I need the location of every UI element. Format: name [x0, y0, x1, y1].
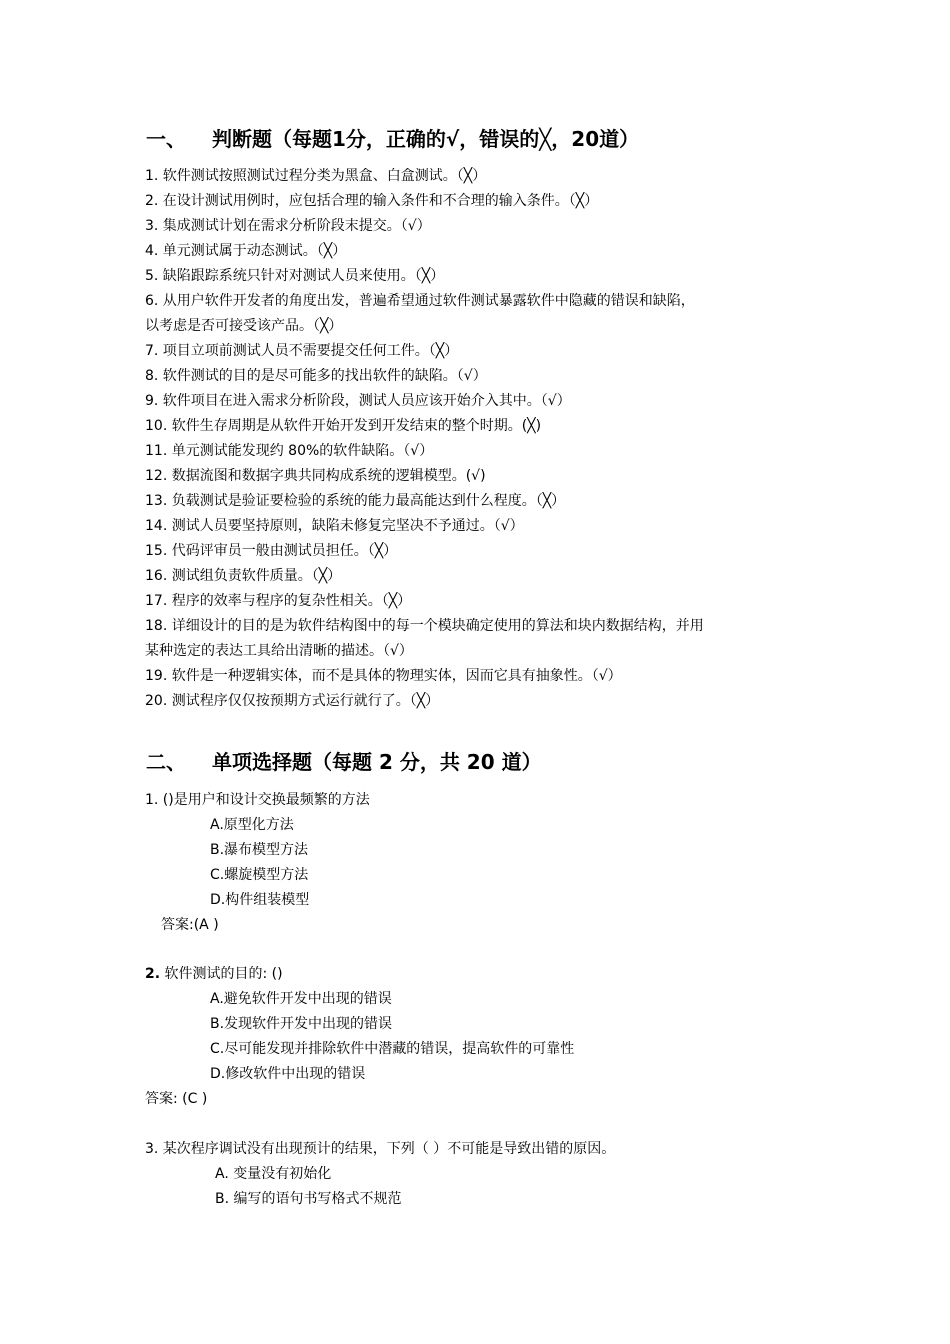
- tf-item-19: 19. 软件是一种逻辑实体，而不是具体的物理实体，因而它具有抽象性。（√）: [145, 668, 622, 684]
- tf-item-18-cont: 某种选定的表达工具给出清晰的描述。（√）: [145, 643, 413, 659]
- tf-item-16: 16. 测试组负责软件质量。（╳）: [145, 568, 342, 584]
- tf-item-5: 5. 缺陷跟踪系统只针对对测试人员来使用。（╳）: [145, 268, 445, 284]
- section1-heading: [146, 127, 639, 151]
- q1-option-b: B.瀑布模型方法: [210, 842, 309, 858]
- tf-item-10: 10. 软件生存周期是从软件开始开发到开发结束的整个时期。(╳): [145, 418, 542, 434]
- tf-item-8: 8. 软件测试的目的是尽可能多的找出软件的缺陷。（√）: [145, 368, 487, 384]
- q2-number: 2.: [145, 966, 161, 982]
- q1-option-d: D.构件组装模型: [210, 892, 310, 908]
- q1-option-a: A.原型化方法: [210, 817, 294, 833]
- q1-answer: 答案:(A ): [161, 917, 219, 933]
- q2-option-b: B.发现软件开发中出现的错误: [210, 1016, 393, 1032]
- q2-stem-line: [145, 965, 283, 983]
- tf-item-14: 14. 测试人员要坚持原则，缺陷未修复完坚决不予通过。（√）: [145, 518, 524, 534]
- q2-answer: 答案: (C ): [145, 1091, 208, 1107]
- q2-option-d: D.修改软件中出现的错误: [210, 1066, 366, 1082]
- tf-item-17: 17. 程序的效率与程序的复杂性相关。（╳）: [145, 593, 412, 609]
- tf-item-7: 7. 项目立项前测试人员不需要提交任何工件。（╳）: [145, 343, 459, 359]
- q2-option-a: A.避免软件开发中出现的错误: [210, 991, 392, 1007]
- q1-option-c: C.螺旋模型方法: [210, 867, 309, 883]
- tf-item-12: 12. 数据流图和数据字典共同构成系统的逻辑模型。(√): [145, 468, 486, 484]
- tf-item-15: 15. 代码评审员一般由测试员担任。（╳）: [145, 543, 398, 559]
- tf-item-1: 1. 软件测试按照测试过程分类为黑盒、白盒测试。（╳）: [145, 168, 487, 184]
- tf-item-3: 3. 集成测试计划在需求分析阶段末提交。（√）: [145, 218, 431, 234]
- tf-item-4: 4. 单元测试属于动态测试。（╳）: [145, 243, 347, 259]
- q2-stem: 软件测试的目的: (): [164, 966, 283, 982]
- tf-item-20: 20. 测试程序仅仅按预期方式运行就行了。（╳）: [145, 693, 440, 709]
- tf-item-13: 13. 负载测试是验证要检验的系统的能力最高能达到什么程度。（╳）: [145, 493, 566, 509]
- tf-item-6: 6. 从用户软件开发者的角度出发，普遍希望通过软件测试暴露软件中隐藏的错误和缺陷，: [145, 293, 695, 309]
- tf-item-11: 11. 单元测试能发现约 80%的软件缺陷。（√）: [145, 443, 434, 459]
- q3-option-b: B. 编写的语句书写格式不规范: [215, 1191, 402, 1207]
- q1-stem: 1. ()是用户和设计交换最频繁的方法: [145, 792, 370, 808]
- tf-item-9: 9. 软件项目在进入需求分析阶段，测试人员应该开始介入其中。（√）: [145, 393, 571, 409]
- q2-option-c: C.尽可能发现并排除软件中潜藏的错误，提高软件的可靠性: [210, 1041, 575, 1057]
- tf-item-18: 18. 详细设计的目的是为软件结构图中的每一个模块确定使用的算法和块内数据结构，并用: [145, 618, 704, 634]
- section2-number: 二、: [146, 750, 186, 774]
- section2-heading: [146, 750, 542, 774]
- section2-title: 单项选择题（每题 2 分，共 20 道）: [212, 750, 542, 774]
- tf-item-6-cont: 以考虑是否可接受该产品。（╳）: [145, 318, 343, 334]
- section1-number: 一、: [146, 127, 186, 151]
- tf-item-2: 2. 在设计测试用例时，应包括合理的输入条件和不合理的输入条件。（╳）: [145, 193, 599, 209]
- q3-stem: 3. 某次程序调试没有出现预计的结果，下列（ ）不可能是导致出错的原因。: [145, 1141, 616, 1157]
- q3-option-a: A. 变量没有初始化: [215, 1166, 332, 1182]
- section1-title: 判断题（每题1分，正确的√，错误的╳，20道）: [212, 127, 640, 151]
